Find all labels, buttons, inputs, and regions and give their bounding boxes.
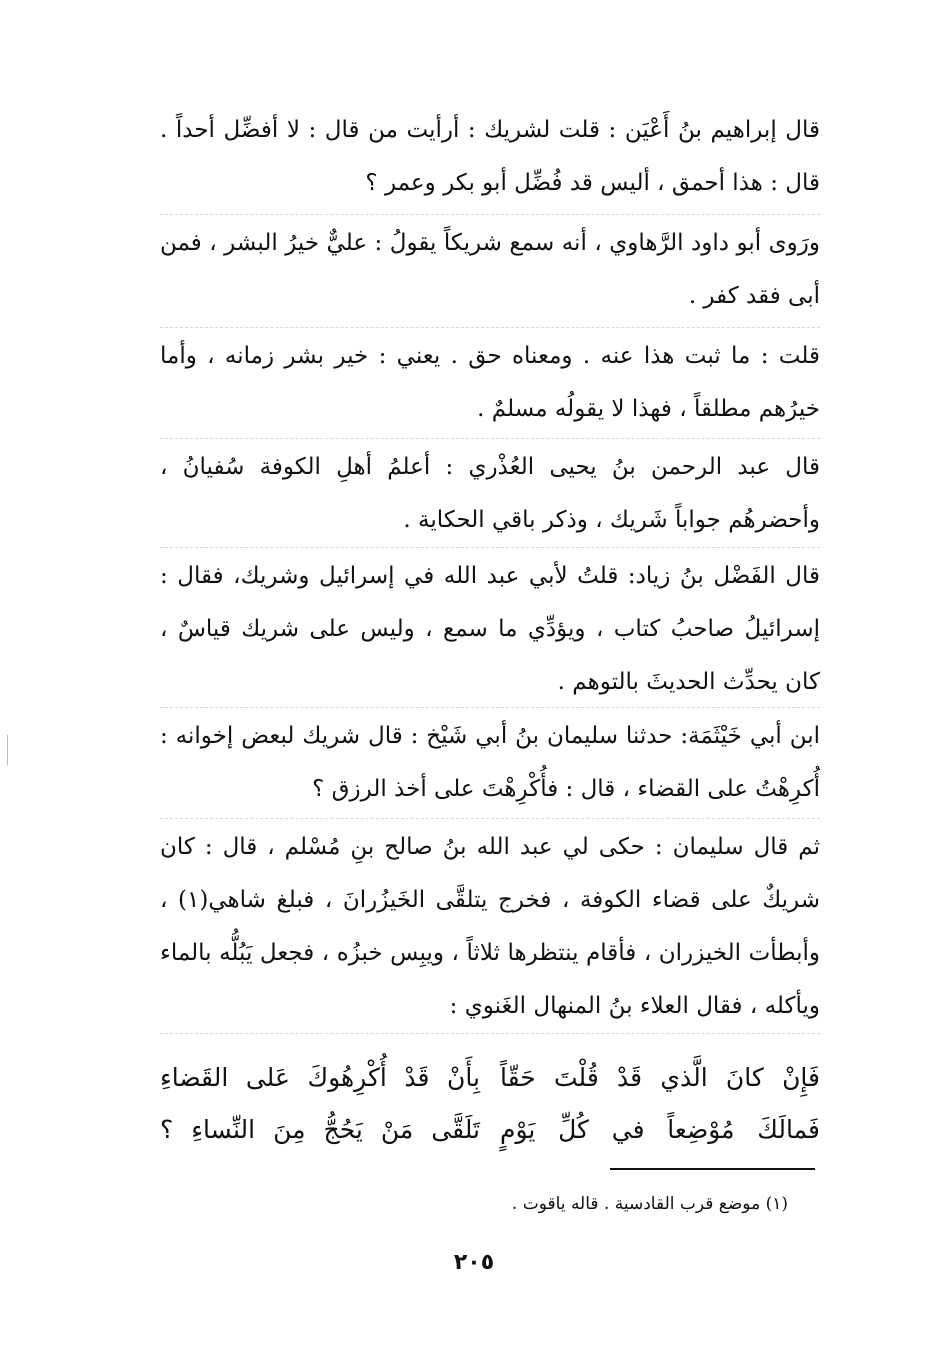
paragraph-separator bbox=[160, 818, 820, 820]
verse-line2-second-hemistich: تَلَقَّى مَنْ يَحُجُّ مِنَ النِّساءِ ؟ bbox=[160, 1115, 480, 1144]
paragraph-separator bbox=[160, 438, 820, 440]
paragraph-separator bbox=[160, 1033, 820, 1035]
paragraph-sulayman-story: ثم قال سليمان : حكى لي عبد الله بنُ صالح بنِ مُسْلم ، قال : كان شريكٌ على قضاء الكوفة ، فخرج يتلقَّى الخَيزُرانَ ، فبلغ شاهي(١) ، وأبطأت الخيزران ، فأقام ينتظرها ثلاثاً ، ويبِس خبزُه ، فجعل يَبُلُّه بالماء ويأكله ، فقال العلاء بنُ المنهال الغَنوي : bbox=[160, 834, 820, 1019]
footnote: (١) موضع قرب القادسية . قاله ياقوت . bbox=[511, 1194, 788, 1214]
paragraph-author-comment: قلت : ما ثبت هذا عنه . ومعناه حق . يعني : خير بشر زمانه ، وأما خيرُهم مطلقاً ، فهذا لا يقولُه مسلمٌ . bbox=[160, 343, 820, 422]
page-number: ٢٠٥ bbox=[453, 1250, 495, 1275]
footnote-separator-rule bbox=[610, 1168, 815, 1170]
paragraph-abd-al-rahman-al-udhri: قال عبد الرحمن بنُ يحيى العُذْري : أعلمُ أهلِ الكوفة سُفيانُ ، وأحضرهُم جواباً شَريك ، وذكر باقي الحكاية . bbox=[160, 454, 820, 533]
paragraph-separator bbox=[160, 214, 820, 216]
paragraph-ibrahim-ibn-ayan: قال إبراهيم بنُ أَعْيَن : قلت لشريك : أرأيت من قال : لا أفضِّل أحداً . قال : هذا أحمق ، أليس قد فُضِّل أبو بكر وعمر ؟ bbox=[160, 117, 820, 196]
poem-verse bbox=[160, 1053, 820, 1163]
paragraph-al-fadl-ibn-ziyad: قال الفَضْل بنُ زياد: قلتُ لأبي عبد الله في إسرائيل وشريك، فقال : إسرائيلُ صاحبُ كتاب ، ويؤدِّي ما سمع ، وليس على شريك قياسٌ ، كان يحدِّث الحديثَ بالتوهم . bbox=[160, 563, 820, 695]
paragraph-abu-dawud-al-ruhawi: ورَوى أبو داود الرَّهاوي ، أنه سمع شريكاً يقولُ : عليٌّ خيرُ البشر ، فمن أبى فقد كفر . bbox=[160, 230, 820, 309]
paragraph-separator bbox=[160, 547, 820, 549]
paragraph-separator bbox=[160, 707, 820, 709]
verse-line1-second-hemistich: بِأَنْ قَدْ أُكْرِهُوكَ عَلى القَضاءِ bbox=[160, 1063, 480, 1092]
paragraph-ibn-abi-khaythama: ابن أبي خَيْثَمَة: حدثنا سليمان بنُ أبي شَيْخ : قال شريك لبعض إخوانه : أُكرِهْتُ على القضاء ، قال : فأُكْرِهْتَ على أخذ الرزق ؟ bbox=[160, 723, 820, 802]
scan-margin-mark bbox=[7, 735, 8, 765]
verse-line1-first-hemistich: فَإِنْ كانَ الَّذي قَدْ قُلْتَ حَقّاً bbox=[500, 1063, 820, 1092]
verse-line2-first-hemistich: فَمالَكَ مُوْضِعاً في كُلِّ يَوْمٍ bbox=[500, 1115, 820, 1144]
paragraph-separator bbox=[160, 327, 820, 329]
